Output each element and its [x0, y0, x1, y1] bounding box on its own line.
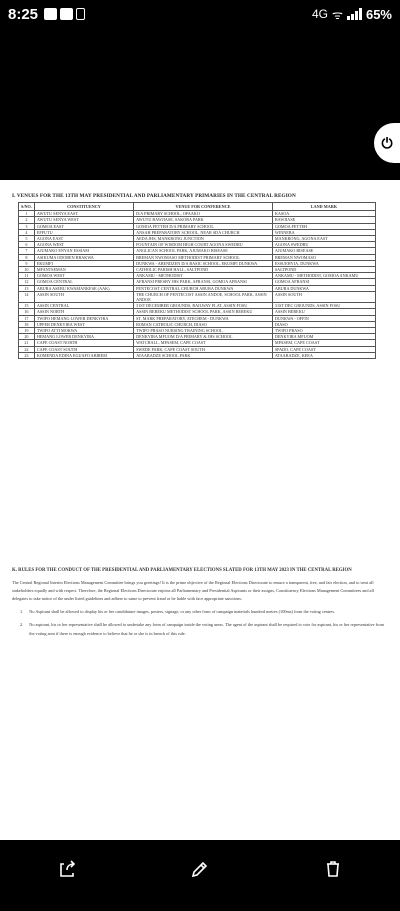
cell-sno: 11 — [19, 273, 35, 279]
cell-sno: 19 — [19, 328, 35, 334]
status-right — [312, 6, 392, 23]
table-header-row — [19, 203, 376, 211]
cell-sno: 22 — [19, 346, 35, 352]
wifi-calling-icon: ᯤ — [332, 7, 343, 22]
cell-landmark: 31ST DEC GROUNDS, ASSIN FOSU — [272, 303, 375, 309]
cell-constituency: AGONA EAST — [34, 236, 133, 242]
signal-icon — [347, 8, 362, 20]
rules-section — [12, 567, 388, 638]
cell-landmark: AJUMAKO BISEASE — [272, 248, 375, 254]
cell-sno: 5 — [19, 236, 35, 242]
cell-constituency: UPPER DENKYIRA WEST — [34, 321, 133, 327]
cell-landmark: GOMOA FETTEH — [272, 223, 375, 229]
cell-constituency: MFANTSEMAN — [34, 267, 133, 273]
cell-venue: 31ST DECEMBER GROUNDS, RAILWAY FLAT, ASSIN FOSU — [134, 303, 273, 309]
cell-sno: 7 — [19, 248, 35, 254]
image-notification-icon — [44, 8, 57, 20]
cell-sno: 18 — [19, 321, 35, 327]
header-constituency: CONSTITUENCY — [34, 203, 133, 211]
cell-sno: 6 — [19, 242, 35, 248]
cell-venue: BREMAN NWOMASO METHODIST PRIMARY SCHOOL — [134, 254, 273, 260]
cell-constituency: CAPE COAST SOUTH — [34, 346, 133, 352]
cell-constituency: TWIFO ATTI MOKWA — [34, 328, 133, 334]
rule-item — [12, 608, 388, 616]
document-image — [0, 180, 400, 840]
cell-landmark: ESSUEHYIA, DUNKWA — [272, 260, 375, 266]
header-sno: S/NO. — [19, 203, 35, 211]
cell-venue: AFRANSI PRESBY JHS PARK, AFRANSI, GOMOA AFRANSI — [134, 279, 273, 285]
cell-venue: ASSIN BEREKU METHODIST SCHOOL PARK, ASSIN BEREKU — [134, 309, 273, 315]
cell-constituency: AWUTU SENYA EAST — [34, 211, 133, 217]
status-bar — [0, 0, 400, 28]
network-label: 4G — [311, 7, 328, 21]
cell-sno: 10 — [19, 267, 35, 273]
cell-constituency: GOMOA WEST — [34, 273, 133, 279]
cell-sno: 8 — [19, 254, 35, 260]
bottom-action-bar — [0, 840, 400, 911]
rules-title: K. RULES FOR THE CONDUCT OF THE PRESIDENTIAL AND PARLIAMENTARY ELECTIONS SLATED FOR 13TH MAY 2023 IN THE CENTRAL REGION — [12, 568, 352, 573]
cell-sno: 20 — [19, 334, 35, 340]
cell-landmark: DENKYIRA MFUOM — [272, 334, 375, 340]
cell-venue: ST. MARK PREPARATORY, ATECHEM - DUNKWA — [134, 315, 273, 321]
cell-venue: ANSAH PREPARATORY SCHOOL, NEAR SDA CHURCH — [134, 229, 273, 235]
rule-item — [12, 621, 388, 637]
rule-number: 1. — [20, 609, 24, 615]
cell-landmark: DIASO — [272, 321, 375, 327]
venues-table-body — [19, 211, 376, 359]
cell-constituency: GOMOA EAST — [34, 223, 133, 229]
cell-sno: 13 — [19, 285, 35, 291]
cell-landmark: KASOA — [272, 211, 375, 217]
cell-landmark: MPASEM, CAPE COAST — [272, 340, 375, 346]
cell-landmark: AGONA SWEDRU — [272, 242, 375, 248]
cell-landmark: DUNKWA - OFFIN — [272, 315, 375, 321]
cell-landmark: WINNEBA — [272, 229, 375, 235]
cell-venue: D/A PRIMARY SCHOOL, OFAAKO — [134, 211, 273, 217]
cell-landmark: ASSIN SOUTH — [272, 291, 375, 302]
cell-constituency: ASIKUMA ODOBEN BRAKWA — [34, 254, 133, 260]
cell-venue: AEDA JHS, MANKRONG JUNCTION — [134, 236, 273, 242]
cell-venue: ANGLICAN SCHOOL PARK, AJUMAKO BISEASE — [134, 248, 273, 254]
cell-sno: 3 — [19, 223, 35, 229]
cell-venue: ATAABADZE SCHOOL PARK — [134, 352, 273, 358]
cell-sno: 15 — [19, 303, 35, 309]
delete-icon[interactable] — [322, 858, 344, 880]
edit-icon[interactable] — [189, 858, 211, 880]
cell-landmark: SPADO, CAPE COAST — [272, 346, 375, 352]
file-notification-icon — [76, 8, 85, 20]
cell-constituency: TWIFO HEMANG LOWER DENKYIRA — [34, 315, 133, 321]
cell-sno: 16 — [19, 309, 35, 315]
cell-sno: 1 — [19, 211, 35, 217]
table-row — [19, 352, 376, 358]
header-venue: VENUE FOR CONFERENCE — [134, 203, 273, 211]
download-notification-icon — [60, 8, 73, 20]
cell-sno: 12 — [19, 279, 35, 285]
cell-venue: THE CHURCH OF PENTECOST ASSIN ANDOE, SCHOOL PARK, ASSIN ANDOE — [134, 291, 273, 302]
share-icon[interactable] — [56, 858, 78, 880]
rule-number: 2. — [20, 622, 24, 628]
cell-constituency: AGONA WEST — [34, 242, 133, 248]
cell-landmark: ANKAMU - METHODIST, GOMOA ANKAMU — [272, 273, 375, 279]
cell-venue: ROMAN CATHOLIC CHURCH, DIASO — [134, 321, 273, 327]
cell-constituency: KOMENDA EDINA EGUAFO ABIREM — [34, 352, 133, 358]
cell-constituency: ASSIN CENTRAL — [34, 303, 133, 309]
cell-constituency: CAPE COAST NORTH — [34, 340, 133, 346]
cell-constituency: EFFUTU — [34, 229, 133, 235]
cell-landmark: BREMAN NWOMASO — [272, 254, 375, 260]
cell-sno: 14 — [19, 291, 35, 302]
cell-venue: ANKAMU - METHODIST — [134, 273, 273, 279]
status-time: 8:25 — [8, 5, 39, 23]
cell-constituency: HEMANG LOWER DENKYIRA — [34, 334, 133, 340]
cell-venue: DUNKWA - ABENDZEN D/A BASIC SCHOOL, EKUMFI DUNKWA — [134, 260, 273, 266]
cell-venue: DENKYIRA MFUOM D/A PRIMARY & JHS SCHOOL — [134, 334, 273, 340]
venues-table — [18, 202, 376, 359]
cell-venue: WATCHALL, MPASEM, CAPE COAST — [134, 340, 273, 346]
cell-landmark: ABURA DUNKWA — [272, 285, 375, 291]
power-icon[interactable]: ⏻ — [374, 123, 400, 163]
notification-icons — [44, 8, 85, 20]
cell-venue: SWEDE PARK, CAPE COAST SOUTH — [134, 346, 273, 352]
cell-landmark: MANKRONG, AGONA EAST — [272, 236, 375, 242]
cell-sno: 21 — [19, 340, 35, 346]
cell-venue: AWUTU BAWJIASE, SAKORA PARK — [134, 217, 273, 223]
battery-label: 65% — [365, 6, 392, 22]
cell-venue: PENTECOST CENTRAL CHURCH ABURA DUNKWA — [134, 285, 273, 291]
cell-constituency: AJUMAKO ENYAN ESSIAM — [34, 248, 133, 254]
cell-sno: 23 — [19, 352, 35, 358]
cell-sno: 2 — [19, 217, 35, 223]
section-title: I. VENUES FOR THE 13TH MAY PRESIDENTIAL AND PARLIAMENTARY PRIMARIES IN THE CENTRAL REGION — [12, 193, 296, 199]
rule-text: No Aspirant shall be allowed to display his or her candidature images, posters, signage, or any other form of campaign materials hundred metres (100ms) from the voting centres. — [29, 609, 336, 615]
cell-venue: CATHOLIC PARISH HALL, SALTPOND — [134, 267, 273, 273]
cell-constituency: ABURA ASEBU KWAMANKESE (AAK) — [34, 285, 133, 291]
cell-constituency: ASSIN NORTH — [34, 309, 133, 315]
header-landmark: LAND MARK — [272, 203, 375, 211]
cell-constituency: ASSIN SOUTH — [34, 291, 133, 302]
rules-intro: The Central Regional Interim Elections Management Committee brings you greetings! It is the prime objective of the Regional Elections Directorate to ensure a transparent, free, and fair election, and to treat all stakeholders equally and with respect. Therefore, the Regional Elections Directorate enjoins all Parliamentary and Presidential Aspirants or their assigns, Constituency Elections Management Committees and all delegates to take notice of the under listed guidelines and adhere to same to prevent fraud or be liable with face appropriate sanctions: — [12, 579, 374, 601]
table-row — [19, 291, 376, 302]
cell-sno: 17 — [19, 315, 35, 321]
cell-landmark: ATAABADZE, KEEA — [272, 352, 375, 358]
cell-landmark: BAWJIASE — [272, 217, 375, 223]
cell-venue: GOMOA FETTEH D/A PRIMARY SCHOOL — [134, 223, 273, 229]
cell-constituency: AWUTU SENYA WEST — [34, 217, 133, 223]
cell-landmark: ASSIN BEREKU — [272, 309, 375, 315]
cell-venue: TWIFO PRASO NURSING TRAINING SCHOOL — [134, 328, 273, 334]
cell-constituency: EKUMFI — [34, 260, 133, 266]
cell-sno: 4 — [19, 229, 35, 235]
cell-landmark: GOMOA AFRANSI — [272, 279, 375, 285]
cell-landmark: SALTPOND — [272, 267, 375, 273]
rule-text: No aspirant, his or her representative shall be allowed to undertake any form of campaign inside the voting areas. The agent of the aspirant shall be required to vote for aspirant, his or her representative from the voting area if there is enough evidence to believe that he or she is in breach of this rule. — [29, 622, 385, 636]
cell-constituency: GOMOA CENTRAL — [34, 279, 133, 285]
cell-venue: FOUNTAIN OF WISDOM HIGH COURT AGONA SWEDRU — [134, 242, 273, 248]
cell-sno: 9 — [19, 260, 35, 266]
cell-landmark: TWIFO PRASO — [272, 328, 375, 334]
